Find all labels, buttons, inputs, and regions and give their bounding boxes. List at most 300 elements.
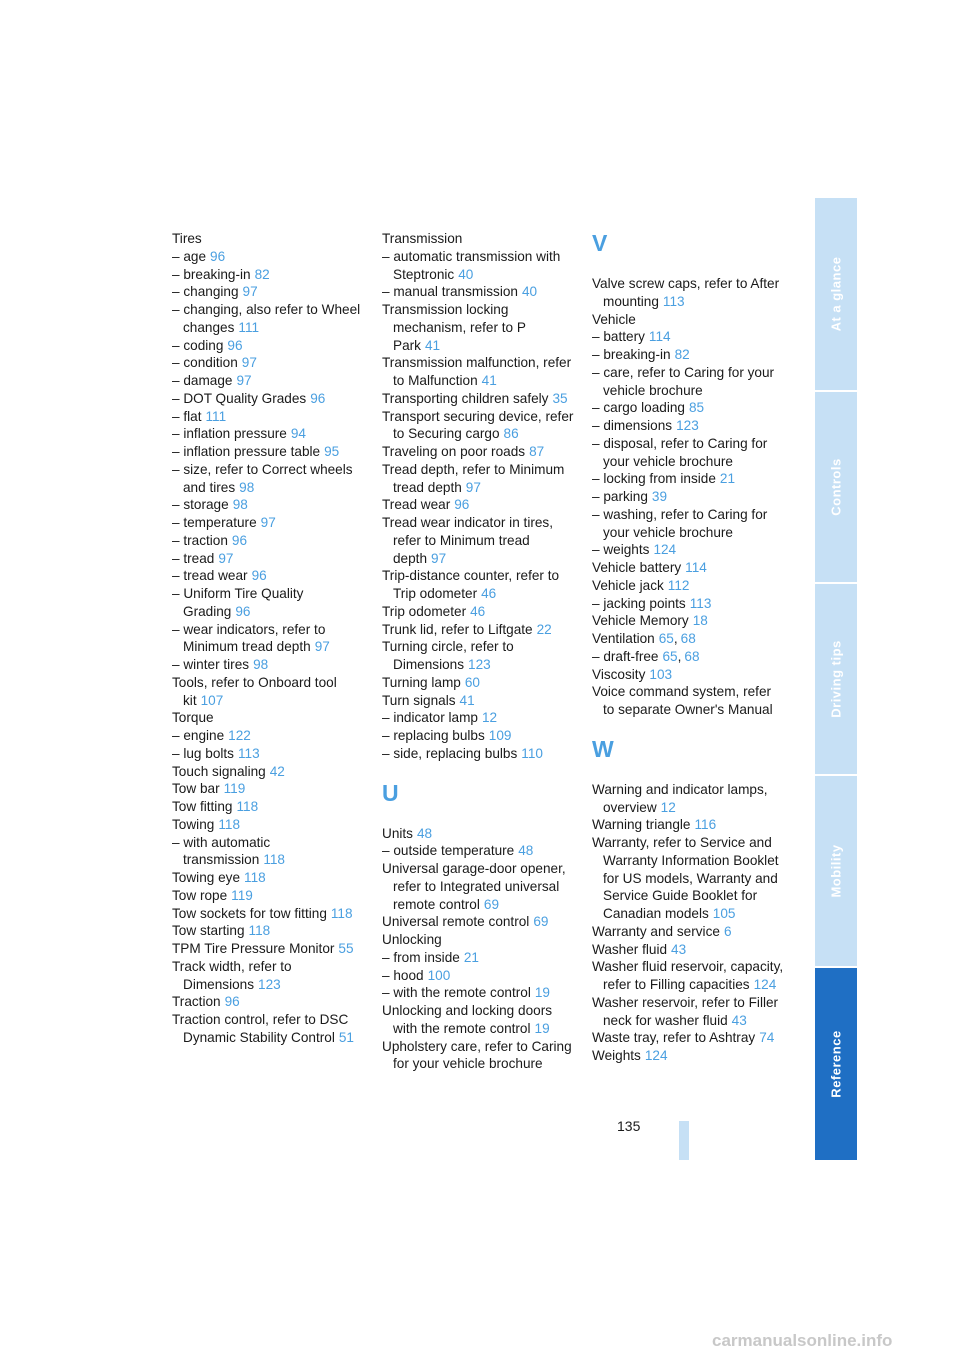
index-term: – DOT Quality Grades: [172, 390, 307, 406]
page-reference-link[interactable]: 97: [314, 639, 330, 655]
index-term: – indicator lamp: [382, 710, 478, 726]
page-reference-link[interactable]: 109: [488, 728, 512, 743]
page-reference-link[interactable]: 69: [533, 914, 549, 930]
index-entry: [382, 248, 574, 284]
index-entry: [592, 541, 784, 559]
index-term: Tow bar: [172, 781, 220, 797]
index-term: – wear indicators, refer to Minimum tread depth: [172, 621, 326, 655]
index-entry: [172, 514, 364, 532]
index-term: Ventilation: [592, 631, 655, 646]
index-entry: [172, 834, 364, 870]
section-letter-heading: W: [592, 735, 614, 762]
page-reference-link[interactable]: 74: [759, 1030, 775, 1046]
page-reference-link[interactable]: 41: [424, 337, 441, 353]
index-entry: [382, 283, 574, 301]
index-entry: [172, 337, 364, 355]
index-entry: [592, 417, 784, 435]
index-term: – engine: [172, 728, 225, 743]
index-entry: [382, 1002, 574, 1038]
index-term: Traveling on poor roads: [382, 444, 526, 459]
page-reference-link[interactable]: 68: [684, 648, 700, 664]
index-term: Viscosity: [592, 666, 646, 682]
index-term: – disposal, refer to Caring for your vehicle brochure: [592, 435, 768, 469]
index-term: Tow rope: [172, 887, 228, 903]
page-reference-link[interactable]: 48: [518, 843, 534, 859]
index-entry: [172, 887, 364, 905]
index-entry: [382, 354, 574, 390]
index-entry: [382, 514, 574, 567]
page-marker-bar: [679, 1121, 689, 1160]
index-term: – washing, refer to Caring for your vehicle brochure: [592, 506, 768, 540]
index-term: – inflation pressure table: [172, 444, 321, 459]
index-entry: [172, 1011, 364, 1047]
page-reference-link[interactable]: 123: [258, 976, 281, 992]
page-reference-link[interactable]: 111: [205, 408, 227, 424]
page-reference-link[interactable]: 12: [660, 799, 676, 815]
index-term: – locking from inside: [592, 471, 716, 487]
tab-reference[interactable]: [815, 968, 857, 1160]
index-column-1: [172, 230, 364, 1047]
index-entry: [172, 727, 364, 745]
index-term: – inflation pressure: [172, 426, 287, 442]
index-term: – changing: [172, 284, 239, 300]
page-reference-link[interactable]: 124: [644, 1048, 668, 1063]
tab-at-a-glance[interactable]: [815, 198, 857, 390]
index-entry: [592, 666, 784, 684]
index-entry: [172, 621, 364, 657]
page-reference-link[interactable]: 107: [200, 692, 224, 708]
index-term: – age: [172, 248, 207, 264]
index-entry: [382, 230, 574, 248]
index-entry: [382, 984, 574, 1002]
index-entry: [172, 248, 364, 266]
page-reference-link[interactable]: 40: [458, 266, 474, 282]
index-term: Tread wear indicator in tires, refer to Minimum tread depth: [382, 515, 553, 566]
index-term: Units: [382, 825, 413, 841]
page-reference-link[interactable]: 68: [680, 631, 696, 646]
index-entry: [592, 328, 784, 346]
page-reference-link[interactable]: 60: [464, 674, 480, 690]
index-term: Trip-distance counter, refer to Trip odometer: [382, 568, 560, 601]
index-entry: [592, 816, 784, 834]
index-term: Traction control, refer to DSC Dynamic Stability Control: [172, 1012, 349, 1045]
page-reference-link[interactable]: 98: [232, 497, 248, 513]
index-entry: [592, 559, 784, 577]
index-term: – care, refer to Caring for your vehicle brochure: [592, 364, 775, 398]
page-reference-link[interactable]: 96: [227, 337, 243, 353]
page-reference-link[interactable]: 113: [662, 293, 685, 309]
index-term: – dimensions: [592, 418, 673, 433]
index-term: Vehicle jack: [592, 577, 664, 593]
page-reference-link[interactable]: 105: [712, 906, 736, 921]
index-term: – breaking-in: [592, 347, 671, 362]
page-reference-link[interactable]: 124: [753, 977, 777, 992]
index-entry: [382, 496, 574, 514]
index-entry: [382, 603, 574, 621]
index-entry: [382, 443, 574, 461]
page-reference-link[interactable]: 97: [431, 550, 447, 566]
page-reference-link[interactable]: 97: [241, 355, 257, 371]
index-term: Towing: [172, 816, 215, 832]
index-entry: [172, 372, 364, 390]
page-reference-link[interactable]: 98: [253, 657, 269, 672]
index-entry: [592, 470, 784, 488]
page-reference-link[interactable]: 96: [210, 248, 226, 264]
index-entry: [592, 435, 784, 471]
index-term: Touch signaling: [172, 763, 266, 779]
page-reference-link[interactable]: 21: [719, 471, 736, 487]
index-entry: [592, 311, 784, 329]
index-term: – with the remote control: [382, 985, 531, 1001]
index-term: Warning triangle: [592, 817, 691, 833]
tab-label: Controls: [828, 458, 844, 516]
page-reference-link[interactable]: 65: [662, 648, 678, 664]
index-term: – flat: [172, 408, 202, 424]
index-entry: [172, 869, 364, 887]
index-entry: [592, 941, 784, 959]
page-reference-link[interactable]: 118: [248, 923, 271, 939]
index-entry: [592, 994, 784, 1030]
page-reference-link[interactable]: 55: [338, 941, 354, 956]
page-reference-link[interactable]: 96: [251, 568, 267, 584]
index-entry: [382, 949, 574, 967]
page-reference-link[interactable]: 103: [649, 666, 673, 682]
page-reference-link[interactable]: 96: [454, 497, 470, 513]
index-entry: [172, 958, 364, 994]
index-term: Traction: [172, 994, 221, 1010]
index-term: – Uniform Tire Quality Grading: [172, 586, 304, 619]
index-term: – changing, also refer to Wheel changes: [172, 302, 361, 335]
page-reference-link[interactable]: 86: [503, 426, 519, 442]
index-term: – coding: [172, 337, 224, 353]
tab-label: Mobility: [828, 844, 844, 898]
index-entry: [382, 567, 574, 603]
index-entry: [592, 399, 784, 417]
page-reference-link[interactable]: 42: [269, 763, 285, 779]
index-term: Transmission: [382, 231, 463, 246]
index-entry: [592, 923, 784, 941]
page-reference-link[interactable]: 21: [463, 949, 479, 965]
index-entry: [172, 656, 364, 674]
page-reference-link[interactable]: 39: [651, 489, 668, 504]
index-entry: [172, 567, 364, 585]
index-term: Transmission malfunction, refer to Malfunction: [382, 355, 572, 388]
index-term: – storage: [172, 497, 229, 513]
page-reference-link[interactable]: 40: [522, 284, 538, 300]
tab-label: Driving tips: [828, 640, 844, 718]
section-letter-heading: V: [592, 230, 608, 256]
page-reference-link[interactable]: 82: [254, 266, 270, 282]
page-reference-link[interactable]: 48: [416, 825, 433, 841]
page-reference-link[interactable]: 124: [653, 542, 677, 558]
index-term: Transmission locking mechanism, refer to P Park: [382, 302, 526, 353]
index-entry: [172, 798, 364, 816]
index-entry: [592, 1047, 784, 1065]
index-column-3: [592, 230, 784, 1065]
page-reference-link[interactable]: 85: [688, 400, 705, 416]
page-reference-link[interactable]: 18: [692, 613, 708, 629]
index-entry: [172, 763, 364, 781]
page-reference-link[interactable]: 114: [648, 329, 671, 345]
index-term: Trunk lid, refer to Liftgate: [382, 621, 533, 637]
index-term: Warning and indicator lamps, overview: [592, 781, 768, 815]
index-term: Universal remote control: [382, 914, 530, 930]
index-term: Unlocking: [382, 932, 442, 947]
index-entry: [382, 461, 574, 497]
index-term: Tow starting: [172, 923, 245, 939]
index-entry: [382, 967, 574, 985]
index-term: – cargo loading: [592, 400, 685, 416]
page-reference-link[interactable]: 95: [324, 444, 340, 459]
tab-driving-tips[interactable]: [815, 584, 857, 774]
index-entry: [382, 301, 574, 354]
index-entry: [592, 346, 784, 364]
index-entry: [172, 496, 364, 514]
page-number: 135: [617, 1118, 641, 1134]
index-term: Torque: [172, 710, 214, 726]
index-entry: [592, 781, 784, 817]
index-term: – lug bolts: [172, 745, 234, 761]
page-reference-link[interactable]: 118: [236, 799, 259, 814]
index-entry: [382, 860, 574, 913]
index-term: – with automatic transmission: [172, 834, 271, 868]
index-term: – temperature: [172, 515, 257, 530]
index-entry: [382, 842, 574, 860]
index-entry: [382, 621, 574, 639]
index-term: – condition: [172, 355, 238, 371]
page-reference-link[interactable]: 97: [218, 550, 234, 566]
page-reference-link[interactable]: 6: [723, 923, 732, 939]
page-reference-link[interactable]: 41: [459, 692, 475, 708]
index-entry: [592, 506, 784, 542]
index-entry: [172, 922, 364, 940]
index-entry: [172, 408, 364, 426]
index-term: Tread wear: [382, 497, 451, 513]
tab-label: At a glance: [828, 256, 844, 332]
page-reference-link[interactable]: 19: [534, 1020, 550, 1036]
index-term: – hood: [382, 967, 424, 983]
index-entry: [592, 577, 784, 595]
index-term: Turn signals: [382, 692, 456, 708]
index-entry: [172, 993, 364, 1011]
index-entry: [592, 683, 784, 719]
index-entry: – draft-free 65, 68: [592, 648, 700, 664]
index-term: Transport securing device, refer to Securing cargo: [382, 408, 574, 442]
page-reference-link[interactable]: 97: [260, 515, 276, 530]
index-term: Washer fluid reservoir, capacity, refer to Filling capacities: [592, 959, 784, 992]
page-reference-link[interactable]: 96: [310, 390, 326, 406]
index-entry: [172, 940, 364, 958]
index-entry: [172, 301, 364, 337]
page-reference-link[interactable]: 118: [218, 816, 240, 832]
index-entry: [592, 595, 784, 613]
page-reference-link[interactable]: 43: [731, 1012, 747, 1028]
index-entry: [172, 390, 364, 408]
index-term: – manual transmission: [382, 284, 518, 300]
tab-mobility[interactable]: [815, 776, 857, 966]
page-reference-link[interactable]: 51: [338, 1029, 354, 1045]
index-entry: [382, 390, 574, 408]
index-term: Universal garage-door opener, refer to Integrated universal remote control: [382, 861, 566, 912]
index-term: – damage: [172, 373, 233, 388]
index-term: Vehicle Memory: [592, 613, 689, 629]
index-term: Tow sockets for tow fitting: [172, 905, 327, 921]
index-term: – tread wear: [172, 568, 248, 584]
page-reference-link[interactable]: 123: [468, 657, 491, 672]
index-entry: [172, 816, 364, 834]
index-entry: [172, 745, 364, 763]
page-reference-link[interactable]: 118: [330, 905, 353, 921]
index-term: – draft-free: [592, 648, 659, 664]
page-reference-link[interactable]: 97: [236, 373, 252, 388]
index-entry: [172, 230, 364, 248]
watermark: carmanualsonline.info: [712, 1331, 893, 1350]
index-term: Voice command system, refer to separate Owner's Manual: [592, 684, 773, 717]
index-term: – weights: [592, 542, 650, 558]
index-column-2: [382, 230, 574, 1073]
page-reference-link[interactable]: 116: [694, 817, 717, 833]
page-reference-link[interactable]: 96: [224, 994, 240, 1010]
index-entry: [592, 364, 784, 400]
index-term: – outside temperature: [382, 843, 515, 859]
page-reference-link[interactable]: 113: [689, 595, 712, 611]
page-reference-link[interactable]: 96: [235, 603, 251, 619]
page-reference-link[interactable]: 94: [290, 426, 306, 442]
index-entry: [592, 488, 784, 506]
index-term: Track width, refer to Dimensions: [172, 958, 292, 992]
index-term: – winter tires: [172, 657, 250, 672]
index-entry: [172, 461, 364, 497]
index-entry: [592, 612, 784, 630]
index-term: Tow fitting: [172, 799, 233, 814]
page-reference-link[interactable]: 111: [238, 319, 260, 335]
index-term: TPM Tire Pressure Monitor: [172, 941, 335, 956]
index-term: Waste tray, refer to Ashtray: [592, 1030, 756, 1046]
index-term: – breaking-in: [172, 266, 251, 282]
chapter-tabs: [815, 198, 857, 1160]
index-entry: [172, 443, 364, 461]
index-entry: [592, 958, 784, 994]
index-entry: [172, 780, 364, 798]
page-reference-link[interactable]: 100: [427, 967, 451, 983]
index-entry: [172, 905, 364, 923]
index-term: – jacking points: [592, 595, 686, 611]
page-reference-link[interactable]: 118: [244, 870, 266, 885]
index-term: – battery: [592, 329, 645, 345]
index-entry: [172, 585, 364, 621]
index-entry: [172, 709, 364, 727]
index-entry: [382, 674, 574, 692]
index-entry: [382, 692, 574, 710]
page-reference-link[interactable]: 97: [242, 284, 258, 300]
page-reference-link[interactable]: 43: [671, 941, 687, 957]
index-term: Vehicle: [592, 311, 636, 327]
index-term: Weights: [592, 1048, 641, 1063]
index-term: Tools, refer to Onboard tool kit: [172, 674, 337, 708]
index-term: Valve screw caps, refer to After mounting: [592, 276, 780, 309]
index-term: Unlocking and locking doors with the remote control: [382, 1003, 553, 1036]
page-reference-link[interactable]: 97: [465, 479, 481, 495]
page-reference-link[interactable]: 110: [521, 745, 543, 761]
index-term: Vehicle battery: [592, 560, 682, 575]
index-term: Warranty, refer to Service and Warranty Information Booklet for US models, Warranty and Service Guide Booklet for Canadian models: [592, 835, 779, 921]
page-reference-link[interactable]: 22: [536, 621, 552, 637]
index-term: – size, refer to Correct wheels and tires: [172, 461, 353, 495]
page-reference-link[interactable]: 114: [685, 560, 707, 575]
index-term: Upholstery care, refer to Caring for your vehicle brochure: [382, 1038, 572, 1072]
page-reference-link[interactable]: 46: [470, 603, 486, 619]
index-entry: [592, 275, 784, 311]
index-entry: [382, 825, 574, 843]
page-reference-link[interactable]: 82: [674, 347, 690, 362]
index-entry: [382, 745, 574, 763]
index-term: Turning circle, refer to Dimensions: [382, 639, 514, 672]
page-reference-link[interactable]: 113: [237, 745, 260, 761]
index-term: Washer fluid: [592, 941, 668, 957]
tab-controls[interactable]: [815, 392, 857, 582]
page-reference-link[interactable]: 119: [231, 887, 253, 903]
index-entry: [592, 834, 784, 923]
page-reference-link[interactable]: 19: [534, 985, 550, 1001]
page-reference-link[interactable]: 118: [263, 852, 285, 868]
page-reference-link[interactable]: 122: [228, 728, 251, 743]
page-reference-link[interactable]: 12: [481, 710, 498, 726]
index-entry: [382, 913, 574, 931]
index-entry: [382, 408, 574, 444]
index-entry: [382, 709, 574, 727]
index-entry: [172, 425, 364, 443]
index-term: Washer reservoir, refer to Filler neck for washer fluid: [592, 994, 779, 1028]
tab-label: Reference: [828, 1030, 844, 1098]
index-term: Tires: [172, 231, 202, 246]
index-term: – traction: [172, 532, 228, 548]
index-term: – tread: [172, 550, 215, 566]
page-reference-link[interactable]: 65: [658, 631, 674, 646]
page-reference-link[interactable]: 87: [529, 444, 545, 459]
index-term: Trip odometer: [382, 603, 467, 619]
index-term: – automatic transmission with Steptronic: [382, 248, 561, 282]
index-term: – parking: [592, 489, 648, 504]
index-term: – from inside: [382, 949, 460, 965]
page-reference-link[interactable]: 119: [223, 781, 246, 797]
index-entry: Ventilation 65, 68: [592, 631, 696, 646]
index-term: Turning lamp: [382, 674, 461, 690]
page-reference-link[interactable]: 98: [239, 479, 255, 495]
page-reference-link[interactable]: 123: [676, 418, 699, 433]
index-term: – side, replacing bulbs: [382, 745, 518, 761]
page-reference-link[interactable]: 112: [667, 577, 690, 593]
index-entry: [172, 550, 364, 568]
index-term: – replacing bulbs: [382, 728, 485, 743]
index-entry: [172, 354, 364, 372]
index-entry: [382, 931, 574, 949]
page-reference-link[interactable]: 41: [481, 373, 497, 388]
page-reference-link[interactable]: 35: [552, 390, 568, 406]
page-reference-link[interactable]: 69: [483, 896, 500, 912]
index-term: Tread depth, refer to Minimum tread depth: [382, 461, 565, 495]
index-entry: [382, 1038, 574, 1074]
index-term: Warranty and service: [592, 923, 720, 939]
index-entry: [382, 727, 574, 745]
index-term: Towing eye: [172, 870, 241, 885]
index-entry: [592, 1029, 784, 1047]
section-letter-heading: U: [382, 779, 399, 806]
page-reference-link[interactable]: 96: [231, 532, 248, 548]
index-entry: [172, 674, 364, 710]
index-entry: [382, 638, 574, 674]
page-reference-link[interactable]: 46: [481, 586, 497, 601]
index-term: Transporting children safely: [382, 390, 549, 406]
